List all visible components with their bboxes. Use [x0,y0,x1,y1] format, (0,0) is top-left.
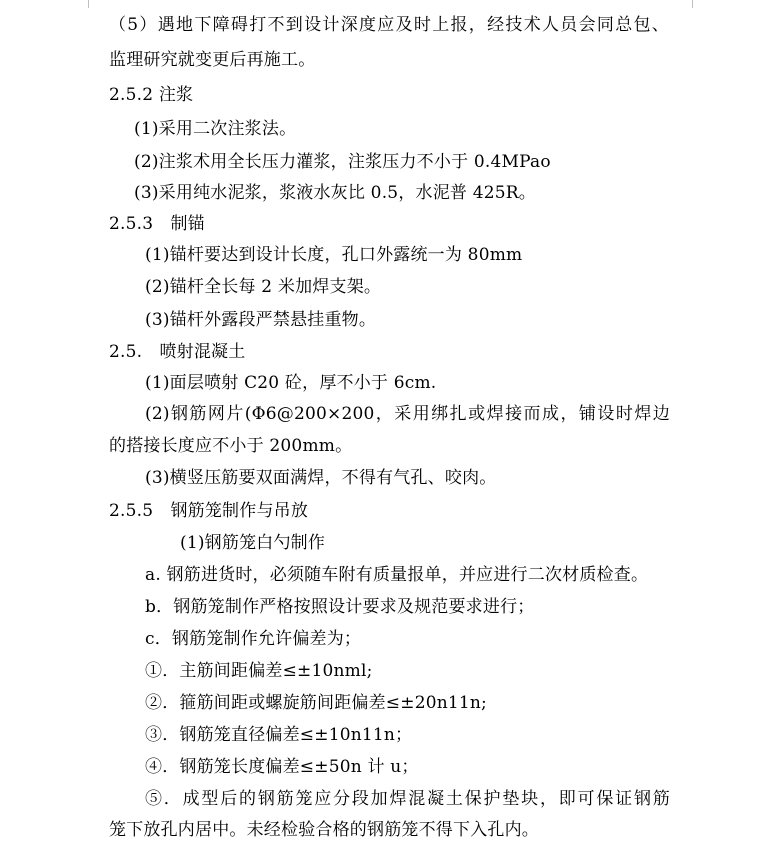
list-item: ②．箍筋间距或螺旋筋间距偏差≤±20n11n; [145,693,487,713]
section-heading: 2.5.3 制锚 [109,214,205,234]
list-item: (1)锚杆要达到设计长度，孔口外露统一为 80mm [145,245,523,265]
list-item: ⑤．成型后的钢筋笼应分段加焊混凝土保护垫块，即可保证钢筋 [145,789,670,809]
page-corner-mark-left [88,0,111,8]
list-item: ④．钢筋笼长度偏差≤±50n 计 u； [145,757,419,777]
section-heading: 2.5. 喷射混凝土 [109,342,246,362]
list-item: (1)采用二次注浆法。 [134,119,297,139]
list-item: (1)面层喷射 C20 砼，厚不小于 6cm. [145,373,437,393]
paragraph-line: 笼下放孔内居中。未经检验合格的钢筋笼不得下入孔内。 [109,820,539,840]
list-item: (2)钢筋网片(Φ6@200×200，采用绑扎或焊接而成，铺设时焊边 [145,404,670,424]
list-item: (3)锚杆外露段严禁悬挂重物。 [145,310,377,330]
paragraph-line: （5）遇地下障碍打不到设计深度应及时上报，经技术人员会同总包、 [109,15,669,35]
section-heading: 2.5.2 注浆 [109,85,194,105]
list-item: ①．主筋间距偏差≤±10nml; [145,661,373,681]
list-item: (3)采用纯水泥浆，浆液水灰比 0.5，水泥普 425R。 [134,183,536,203]
list-item: c．钢筋笼制作允许偏差为； [145,629,362,649]
list-item: ③．钢筋笼直径偏差≤±10n11n； [145,725,413,745]
section-heading: 2.5.5 钢筋笼制作与吊放 [109,501,309,521]
paragraph-line: 监理研究就变更后再施工。 [109,50,316,70]
page-corner-mark-right [670,0,693,8]
list-item: (2)锚杆全长每 2 米加焊支架。 [145,277,382,297]
list-item: b．钢筋笼制作严格按照设计要求及规范要求进行； [145,597,535,617]
sub-heading: (1)钢筋笼白勺制作 [180,533,326,553]
list-item: a. 钢筋进货时，必须随车附有质量报单，并应进行二次材质检查。 [145,565,649,585]
list-item: (3)横竖压筋要双面满焊，不得有气孔、咬肉。 [145,468,497,488]
paragraph-line: 的搭接长度应不小于 200mm。 [109,436,353,456]
list-item: (2)注浆术用全长压力灌浆，注浆压力不小于 0.4MPao [134,152,551,172]
